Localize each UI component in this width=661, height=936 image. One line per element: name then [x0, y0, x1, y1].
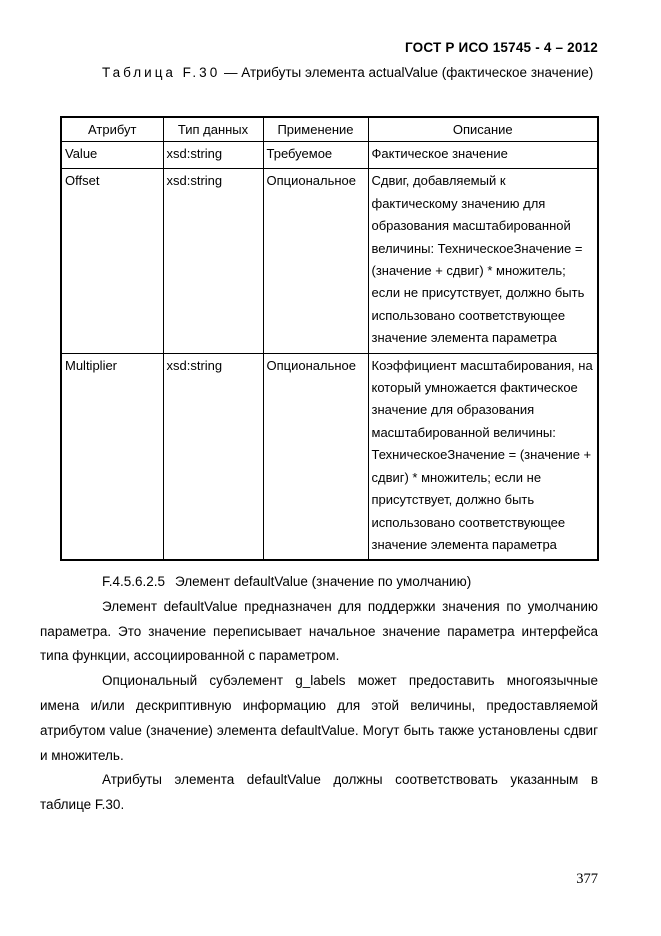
section-heading [40, 570, 598, 595]
table-caption [40, 60, 598, 85]
cell-description: Фактическое значение [368, 142, 598, 169]
section-heading-title: Элемент defaultValue (значение по умолчанию) [175, 574, 472, 589]
column-header-usage: Применение [263, 117, 368, 142]
section-heading-number: F.4.5.6.2.5 [102, 574, 166, 589]
paragraph-defaultvalue-purpose: Элемент defaultValue предназначен для поддержки значения по умолчанию параметра. Это значение переписывает начальное значение параметра интерфейса типа функции, ассоциированной с параметром. [40, 598, 598, 664]
attributes-table [60, 116, 599, 561]
cell-usage: Требуемое [263, 142, 368, 169]
cell-attribute: Multiplier [61, 353, 163, 560]
cell-datatype: xsd:string [163, 353, 263, 560]
column-header-datatype: Тип данных [163, 117, 263, 142]
cell-description: Сдвиг, добавляемый к фактическому значению для образования масштабированной величины: ТехническоеЗначение = (значение + сдвиг) * множитель; если не присутствует, должно быть использовано соответствующее значение элемента параметра [368, 169, 598, 353]
column-header-attribute: Атрибут [61, 117, 163, 142]
cell-description: Коэффициент масштабирования, на который умножается фактическое значение для образования масштабированной величины: ТехническоеЗначение = (значение + сдвиг) * множитель; если не присутствует, должно быть использовано соответствующее значение элемента параметра [368, 353, 598, 560]
page-number: 377 [576, 871, 598, 887]
cell-usage: Опциональное [263, 169, 368, 353]
table-header-row [61, 117, 598, 142]
table-row [61, 169, 598, 353]
table-caption-label: Таблица F.30 [102, 65, 221, 80]
document-standard-header: ГОСТ Р ИСО 15745 - 4 – 2012 [405, 40, 598, 55]
cell-datatype: xsd:string [163, 169, 263, 353]
paragraph-attributes-reference: Атрибуты элемента defaultValue должны соответствовать указанным в таблице F.30. [40, 772, 598, 813]
cell-attribute: Offset [61, 169, 163, 353]
body-text-block [40, 570, 598, 818]
cell-usage: Опциональное [263, 353, 368, 560]
table-row [61, 353, 598, 560]
table-caption-dash: — [223, 65, 238, 80]
table-caption-text: Атрибуты элемента actualValue (фактическое значение) [241, 65, 594, 80]
paragraph-glabels-subelement: Опциональный субэлемент g_labels может предоставить многоязычные имена и/или дескриптивную информацию для этой величины, предоставляемой атрибутом value (значение) элемента defaultValue. Могут быть также установлены сдвиг и множитель. [40, 673, 598, 763]
cell-datatype: xsd:string [163, 142, 263, 169]
column-header-description: Описание [368, 117, 598, 142]
table-row [61, 142, 598, 169]
cell-attribute: Value [61, 142, 163, 169]
